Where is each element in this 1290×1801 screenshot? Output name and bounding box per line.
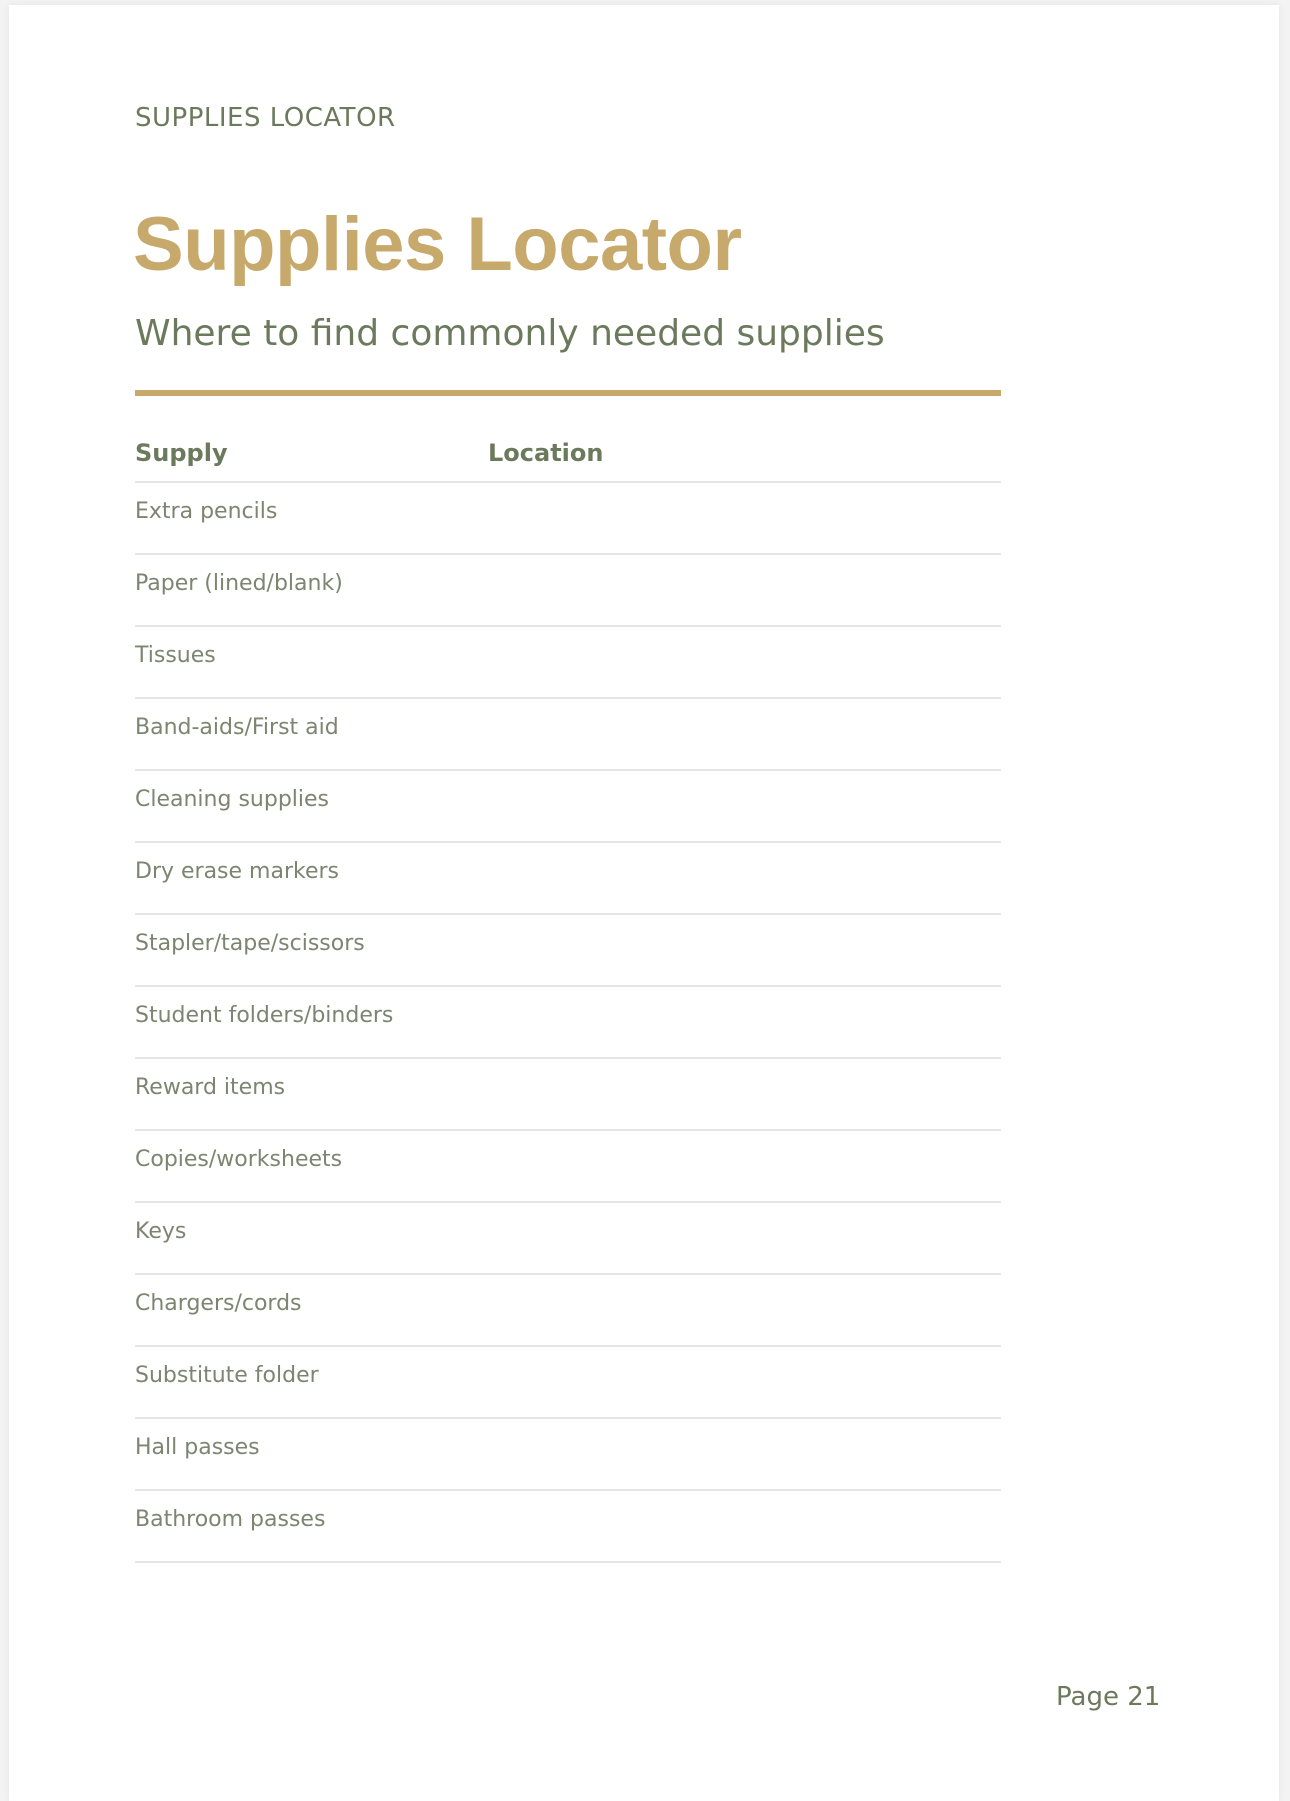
supply-cell: Keys [135, 1219, 187, 1244]
supplies-table [135, 425, 1001, 1563]
title-divider [135, 390, 1001, 396]
table-row [135, 843, 1001, 915]
table-row [135, 483, 1001, 555]
location-cell[interactable] [488, 1075, 988, 1105]
supply-cell: Band-aids/First aid [135, 715, 339, 740]
supply-cell: Reward items [135, 1075, 286, 1100]
supply-cell: Student folders/binders [135, 1003, 394, 1028]
page-subtitle: Where to find commonly needed supplies [135, 313, 885, 354]
table-row [135, 699, 1001, 771]
location-cell[interactable] [488, 787, 988, 817]
supply-cell: Chargers/cords [135, 1291, 302, 1316]
location-cell[interactable] [488, 1507, 988, 1537]
column-header-supply: Supply [135, 439, 228, 467]
table-row [135, 987, 1001, 1059]
supply-cell: Dry erase markers [135, 859, 340, 884]
supply-cell: Substitute folder [135, 1363, 319, 1388]
running-header: SUPPLIES LOCATOR [135, 103, 396, 133]
location-cell[interactable] [488, 1003, 988, 1033]
table-header-row [135, 425, 1001, 483]
location-cell[interactable] [488, 1219, 988, 1249]
supply-cell: Bathroom passes [135, 1507, 326, 1532]
location-cell[interactable] [488, 715, 988, 745]
location-cell[interactable] [488, 499, 988, 529]
location-cell[interactable] [488, 1435, 988, 1465]
table-body [135, 483, 1001, 1563]
table-row [135, 1059, 1001, 1131]
table-row [135, 1131, 1001, 1203]
supply-cell: Tissues [135, 643, 216, 668]
supply-cell: Cleaning supplies [135, 787, 330, 812]
location-cell[interactable] [488, 571, 988, 601]
table-row [135, 1347, 1001, 1419]
location-cell[interactable] [488, 1291, 988, 1321]
location-cell[interactable] [488, 1363, 988, 1393]
location-cell[interactable] [488, 859, 988, 889]
table-row [135, 1419, 1001, 1491]
column-header-location: Location [488, 439, 604, 467]
location-cell[interactable] [488, 643, 988, 673]
location-cell[interactable] [488, 931, 988, 961]
table-row [135, 555, 1001, 627]
supply-cell: Extra pencils [135, 499, 278, 524]
page-number: Page 21 [1056, 1682, 1161, 1712]
table-row [135, 771, 1001, 843]
table-row [135, 1203, 1001, 1275]
location-cell[interactable] [488, 1147, 988, 1177]
table-row [135, 1491, 1001, 1563]
page-title: Supplies Locator [133, 202, 742, 287]
supply-cell: Copies/worksheets [135, 1147, 343, 1172]
document-page [9, 5, 1279, 1801]
table-row [135, 1275, 1001, 1347]
supply-cell: Stapler/tape/scissors [135, 931, 365, 956]
supply-cell: Paper (lined/blank) [135, 571, 343, 596]
table-row [135, 915, 1001, 987]
supply-cell: Hall passes [135, 1435, 260, 1460]
table-row [135, 627, 1001, 699]
